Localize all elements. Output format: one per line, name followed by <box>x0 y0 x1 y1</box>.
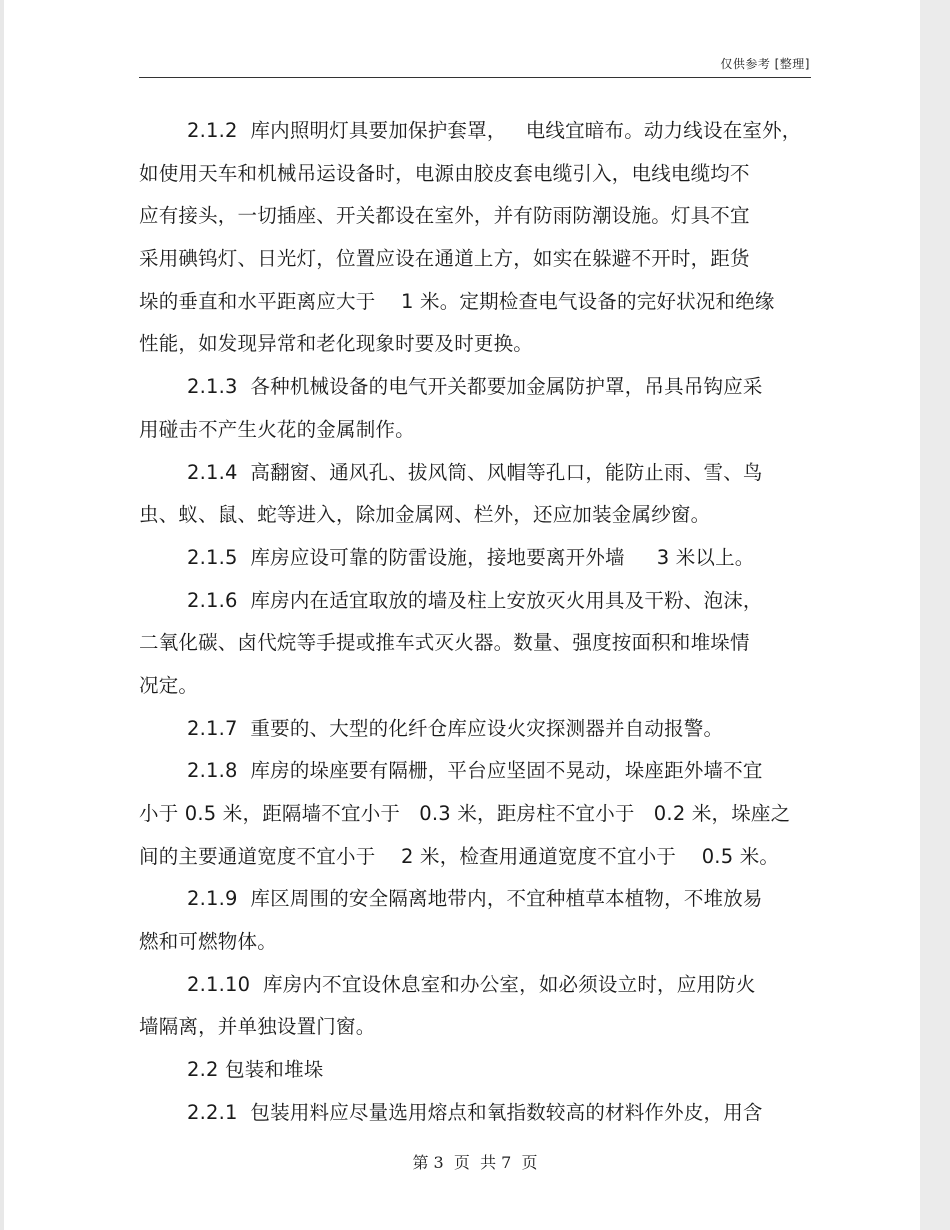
text-line: 采用碘钨灯、日光灯，位置应设在通道上方，如实在躲避不开时，距货 <box>139 247 750 271</box>
header-note: 仅供参考 [整理] <box>720 57 810 71</box>
paragraph-2-1-2 <box>139 110 819 366</box>
text-line: 墙隔离，并单独设置门窗。 <box>139 1015 376 1039</box>
text-line: 间的主要通道宽度不宜小于 2 米，检查用通道宽度不宜小于 0.5 米。 <box>139 844 780 868</box>
paragraph-2-1-4 <box>139 452 819 537</box>
text-line: 应有接头，一切插座、开关都设在室外，并有防雨防潮设施。灯具不宜 <box>139 204 750 228</box>
paragraph-2-2-1 <box>139 1092 819 1135</box>
text-line: 2.1.10 库房内不宜设休息室和办公室，如必须设立时，应用防火 <box>187 972 756 996</box>
page-left-edge <box>0 0 4 1230</box>
text-line: 2.2.1 包装用料应尽量选用熔点和氧指数较高的材料作外皮，用含 <box>187 1100 763 1124</box>
text-line: 2.1.3 各种机械设备的电气开关都要加金属防护罩，吊具吊钩应采 <box>187 375 763 399</box>
text-line: 2.1.8 库房的垛座要有隔栅，平台应坚固不晃动，垛座距外墙不宜 <box>187 759 763 783</box>
header-rule <box>139 77 811 78</box>
section-heading-2-2 <box>139 1049 819 1092</box>
text-line: 性能，如发现异常和老化现象时要及时更换。 <box>139 332 534 356</box>
text-line: 况定。 <box>139 673 199 697</box>
text-line: 2.1.5 库房应设可靠的防雷设施，接地要离开外墙 3 米以上。 <box>187 545 755 569</box>
text-line: 2.2 包装和堆垛 <box>187 1058 324 1082</box>
text-line: 小于 0.5 米，距隔墙不宜小于 0.3 米，距房柱不宜小于 0.2 米，垛座之 <box>139 802 791 825</box>
paragraph-2-1-10 <box>139 964 819 1049</box>
text-line: 燃和可燃物体。 <box>139 930 277 954</box>
paragraph-2-1-8 <box>139 750 819 878</box>
text-line: 用碰击不产生火花的金属制作。 <box>139 417 415 441</box>
text-line: 虫、蚁、鼠、蛇等进入，除加金属网、栏外，还应加装金属纱窗。 <box>139 503 711 527</box>
page-number: 第 3 页 共 7 页 <box>412 1153 538 1172</box>
paragraph-2-1-5 <box>139 537 819 580</box>
paragraph-2-1-9 <box>139 878 819 963</box>
paragraph-2-1-6 <box>139 580 819 708</box>
paragraph-2-1-3 <box>139 366 819 451</box>
text-line: 2.1.9 库区周围的安全隔离地带内，不宜种植草本植物，不堆放易 <box>187 887 763 911</box>
text-line: 2.1.4 高翻窗、通风孔、拔风筒、风帽等孔口，能防止雨、雪、鸟 <box>187 460 763 484</box>
text-line: 2.1.2 库内照明灯具要加保护套罩， 电线宜暗布。动力线设在室外， <box>187 119 802 142</box>
text-line: 二氧化碳、卤代烷等手提或推车式灭火器。数量、强度按面积和堆垛情 <box>139 631 750 655</box>
text-line: 2.1.6 库房内在适宜取放的墙及柱上安放灭火用具及干粉、泡沫， <box>187 588 763 612</box>
document-body <box>139 110 819 1135</box>
page-right-edge <box>920 0 950 1230</box>
paragraph-2-1-7 <box>139 708 819 751</box>
text-line: 垛的垂直和水平距离应大于 1 米。定期检查电气设备的完好状况和绝缘 <box>139 289 775 313</box>
text-line: 2.1.7 重要的、大型的化纤仓库应设火灾探测器并自动报警。 <box>187 716 724 740</box>
text-line: 如使用天车和机械吊运设备时，电源由胶皮套电缆引入，电线电缆均不 <box>139 161 750 185</box>
